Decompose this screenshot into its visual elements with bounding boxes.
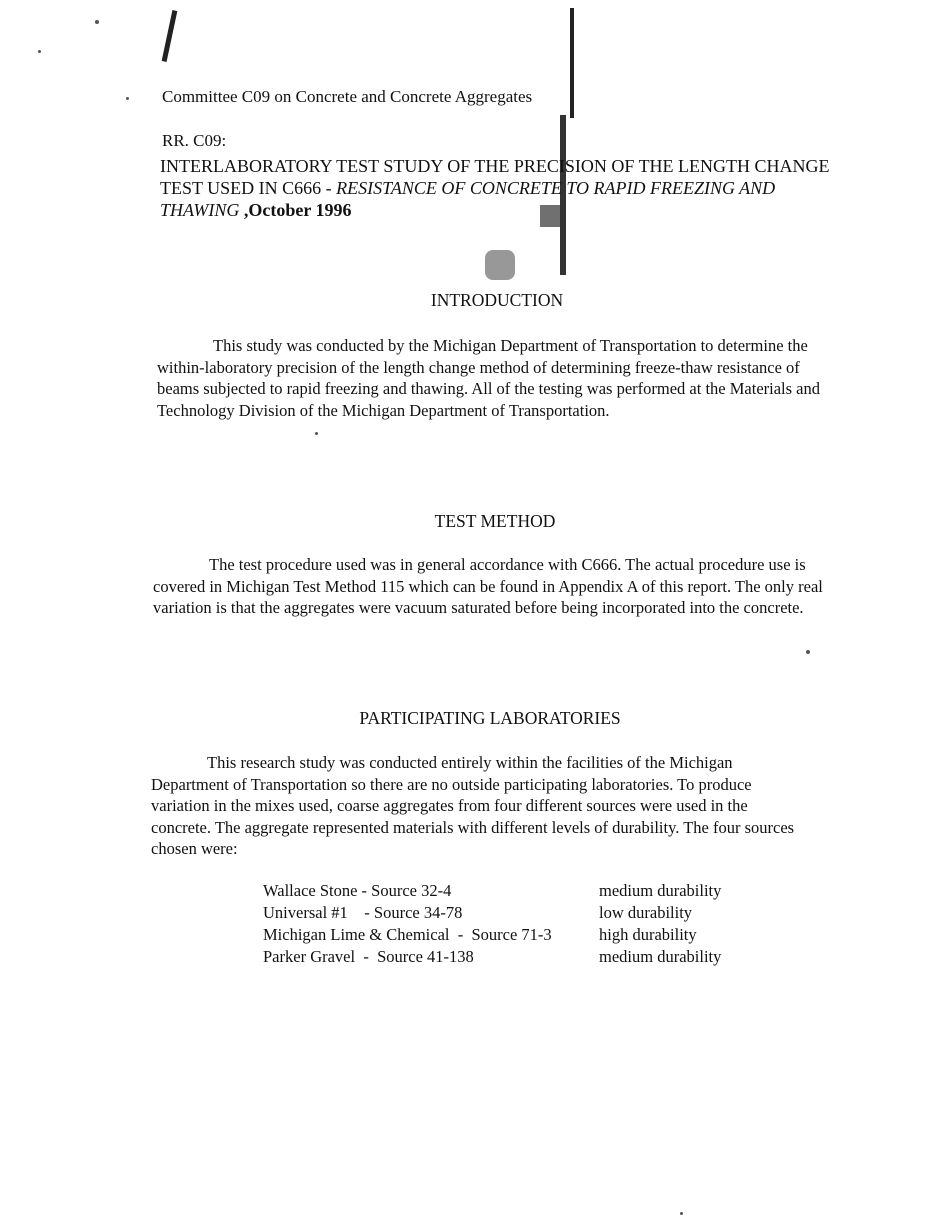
report-title-main: INTERLABORATORY TEST STUDY OF THE PRECISION OF THE LENGTH CHANGE TEST USED IN C666 - [160,156,830,198]
scan-speck [38,50,41,53]
scan-speck [95,20,99,24]
source-durability: medium durability [599,881,722,900]
source-durability: low durability [599,903,693,922]
list-item [263,924,749,946]
participating-laboratories-heading: PARTICIPATING LABORATORIES [359,708,621,728]
report-number: RR. C09: [162,131,227,150]
report-title-italic: RESISTANCE OF CONCRETE TO RAPID FREEZING AND THAWING [160,178,776,220]
report-title-date: ,October 1996 [239,200,352,220]
scan-speck [680,1212,683,1215]
list-item [263,902,749,924]
scan-mark [162,10,178,62]
source-name: Parker Gravel - Source 41-138 [263,947,474,966]
introduction-heading: INTRODUCTION [430,290,564,310]
scan-speck [315,432,318,435]
participating-laboratories-paragraph: This research study was conducted entirely within the facilities of the Michigan Department of Transportation so there are no outside participating laboratories. To produce variation in the mixes used, coarse aggregates from four different sources were used in the concrete. The aggregate represented materials with different levels of durability. The four sources chosen were: [151,753,795,858]
report-title [160,155,850,221]
aggregate-sources-list [263,880,749,968]
committee-line: Committee C09 on Concrete and Concrete Aggregates [162,87,533,106]
source-name: Michigan Lime & Chemical - Source 71-3 [263,925,552,944]
source-durability: high durability [599,925,697,944]
source-name: Wallace Stone - Source 32-4 [263,881,452,900]
test-method-paragraph: The test procedure used was in general accordance with C666. The actual procedure use is covered in Michigan Test Method 115 which can be found in Appendix A of this report. The only real variation is that the aggregates were vacuum saturated before being incorporated into the concrete. [153,555,823,617]
test-method-heading: TEST METHOD [434,511,556,531]
scan-mark [485,250,515,280]
list-item [263,880,749,902]
list-item [263,946,749,968]
scan-speck [806,650,810,654]
introduction-paragraph: This study was conducted by the Michigan Department of Transportation to determine the within-laboratory precision of the length change method of determining freeze-thaw resistance of beams subjected to rapid freezing and thawing. All of the testing was performed at the Materials and Technology Division of the Michigan Department of Transportation. [157,336,820,420]
source-name: Universal #1 - Source 34-78 [263,903,463,922]
scan-speck [126,97,129,100]
source-durability: medium durability [599,947,722,966]
scan-mark [570,8,574,118]
